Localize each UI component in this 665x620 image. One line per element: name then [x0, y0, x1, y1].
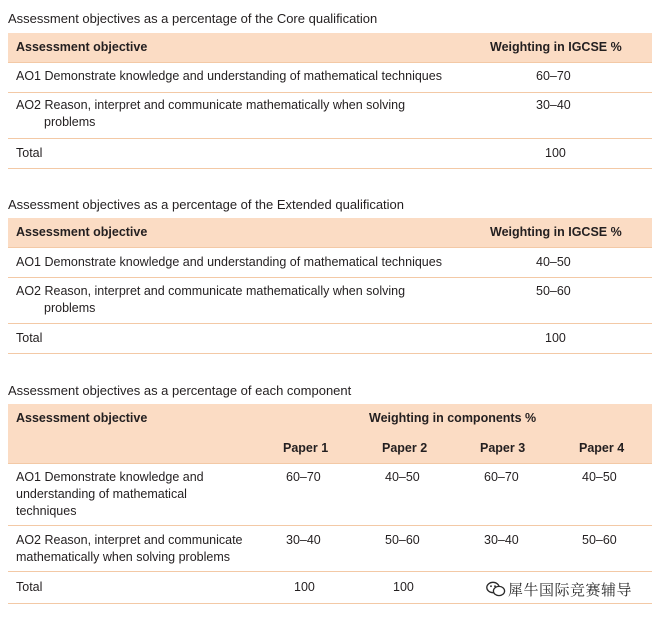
table-row [8, 248, 652, 278]
header-paper-1: Paper 1 [283, 441, 329, 455]
row-objective-cont: techniques [16, 504, 77, 518]
component-table-header [8, 404, 652, 434]
row-objective: AO1 Demonstrate knowledge and understanding of mathematical techniques [16, 69, 442, 83]
row-objective: AO2 Reason, interpret and communicate mathematically when solving [16, 98, 406, 112]
header-objective: Assessment objective [16, 40, 148, 54]
header-weighting: Weighting in components % [369, 411, 537, 425]
table-row [8, 324, 652, 354]
row-total-value: 100 [545, 146, 566, 160]
core-table-header [8, 33, 652, 63]
row-paper-3-value: 30–40 [484, 533, 519, 547]
component-table-caption: Assessment objectives as a percentage of each component [8, 383, 352, 398]
table-row [8, 63, 652, 93]
row-objective-cont: problems [44, 115, 96, 129]
table-row [8, 464, 652, 526]
row-weighting: 60–70 [536, 69, 571, 83]
table-row [8, 526, 652, 572]
row-total-label: Total [16, 331, 43, 345]
row-objective-cont: mathematically when solving problems [16, 550, 230, 564]
header-weighting: Weighting in IGCSE % [490, 225, 622, 239]
watermark-text: 犀牛国际竞赛辅导 [508, 582, 633, 599]
header-paper-3: Paper 3 [480, 441, 526, 455]
header-objective: Assessment objective [16, 411, 148, 425]
row-weighting: 30–40 [536, 98, 571, 112]
row-objective: AO2 Reason, interpret and communicate mathematically when solving [16, 284, 406, 298]
row-objective: AO2 Reason, interpret and communicate [16, 533, 243, 547]
core-table-caption: Assessment objectives as a percentage of the Core qualification [8, 11, 378, 26]
row-total-label: Total [16, 146, 43, 160]
row-paper-1-value: 30–40 [286, 533, 321, 547]
table-row [8, 139, 652, 169]
header-paper-2: Paper 2 [382, 441, 428, 455]
table-row [8, 278, 652, 324]
extended-table-header [8, 218, 652, 248]
row-paper-2-value: 100 [393, 580, 414, 594]
row-paper-2-value: 40–50 [385, 470, 420, 484]
row-paper-3-value: 60–70 [484, 470, 519, 484]
row-objective: AO1 Demonstrate knowledge and understanding of mathematical techniques [16, 255, 442, 269]
table-row [8, 93, 652, 139]
row-paper-1-value: 60–70 [286, 470, 321, 484]
component-papers-header [8, 434, 652, 464]
row-weighting: 40–50 [536, 255, 571, 269]
header-paper-4: Paper 4 [579, 441, 625, 455]
row-weighting: 50–60 [536, 284, 571, 298]
row-objective-cont: understanding of mathematical [16, 487, 187, 501]
header-weighting: Weighting in IGCSE % [490, 40, 622, 54]
row-paper-4-value: 40–50 [582, 470, 617, 484]
wechat-icon [486, 581, 506, 601]
extended-table-caption: Assessment objectives as a percentage of the Extended qualification [8, 197, 405, 212]
row-paper-2-value: 50–60 [385, 533, 420, 547]
row-total-value: 100 [545, 331, 566, 345]
row-objective-cont: problems [44, 301, 96, 315]
watermark [486, 579, 632, 601]
row-paper-4-value: 50–60 [582, 533, 617, 547]
header-objective: Assessment objective [16, 225, 148, 239]
row-total-label: Total [16, 580, 43, 594]
row-paper-1-value: 100 [294, 580, 315, 594]
row-objective: AO1 Demonstrate knowledge and [16, 470, 204, 484]
